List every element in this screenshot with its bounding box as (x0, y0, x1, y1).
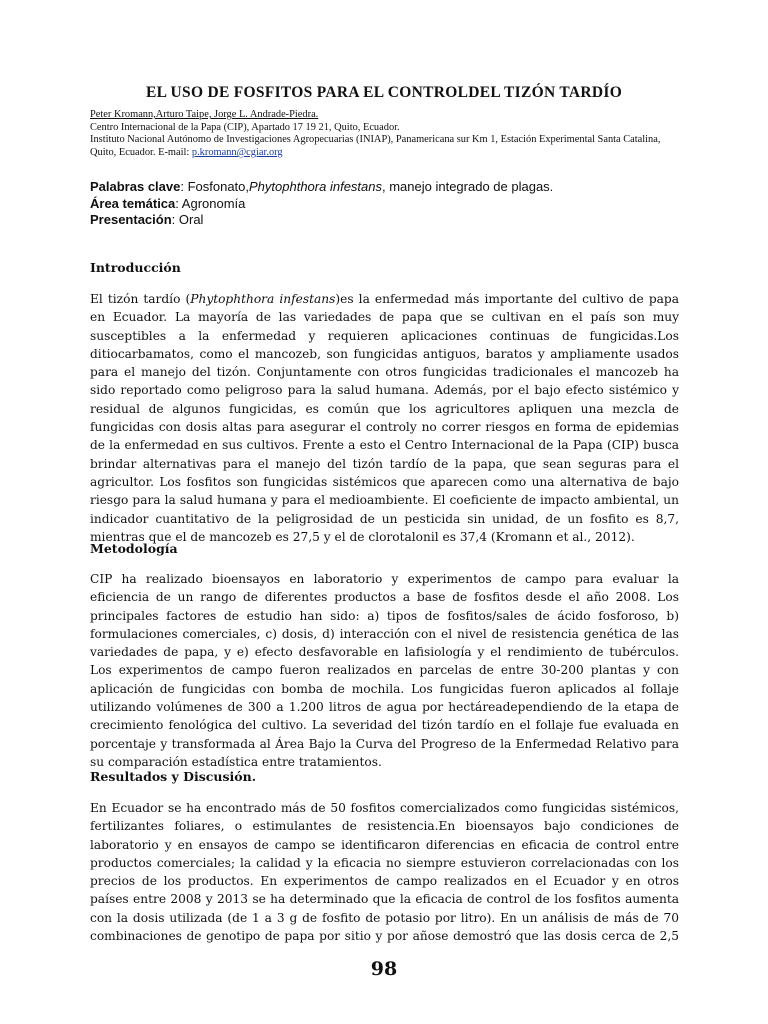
text-line: crecimiento fenológica del cultivo. La severidad del tizón tardío en el follaje fue evaluada en (90, 718, 679, 733)
text-line: mientras que el de mancozeb es 27,5 y el de clorotalonil es 37,4 (Kromann et al., 2012). (90, 529, 635, 544)
text-line: Los experimentos de campo fueron realizados en parcelas de entre 30-200 plantas y con (90, 663, 679, 678)
italic-text: Phytophthora infestans (190, 292, 336, 306)
results-heading: Resultados y Discusión. (90, 769, 257, 784)
thematic-area-line (90, 196, 690, 213)
text-line: principales factores de estudio han sido: a) tipos de fosfitos/sales de ácido fosforoso, b) (90, 608, 679, 623)
methodology-heading: Metodología (90, 541, 178, 556)
keywords-line (90, 179, 690, 196)
text-line (90, 290, 679, 308)
affiliation-location: Quito, Ecuador. E-mail: (90, 147, 192, 159)
presentation-label: Presentación (90, 212, 172, 227)
text-line: utilizando volúmenes de 300 a 1.200 litros de agua por hectáreadependiendo de la etapa de (90, 700, 679, 715)
text-line: sido reportado como peligroso para la salud humana. Además, por el bajo efecto sistémico y (90, 383, 679, 398)
text-line: su comparación estadística entre tratamientos. (90, 754, 382, 769)
text-line: combinaciones de genotipo de papa por sitio y por añose demostró que las dosis cerca de 2,5 (90, 929, 679, 944)
affiliation-iniap: Instituto Nacional Autónomo de Investigaciones Agropecuarias (INIAP), Panamericana sur Km 1, Estación Experimental Santa Catalina, (90, 134, 661, 146)
text-line: indicador cuantitativo de la peligrosidad de un pesticida sin unidad, de un fosfito es 8,7, (90, 511, 679, 526)
text-line: ditiocarbamatos, como el mancozeb, son fungicidas antiguos, baratos y ampliamente usados (90, 346, 679, 361)
thematic-area-value: : Agronomía (175, 195, 246, 211)
keywords-block (90, 179, 690, 229)
text-line: CIP ha realizado bioensayos en laboratorio y experimentos de campo para evaluar la (90, 572, 679, 586)
results-paragraph (90, 799, 679, 945)
text-line: de la enfermedad en sus cultivos. Frente a esto el Centro Internacional de la Papa (CIP) busca (90, 438, 679, 453)
text-line: países entre 2008 y 2013 se ha determinado que la eficacia de control de los fosfitos aumenta (90, 892, 679, 907)
text-line: En Ecuador se ha encontrado más de 50 fosfitos comercializados como fungicidas sistémicos, (90, 801, 679, 815)
text-line: fertilizantes foliares, o estimulantes de resistencia.En bioensayos bajo condiciones de (90, 819, 679, 834)
text-line: eficiencia de un rango de diferentes productos a base de fosfitos desde el año 2008. Los (90, 590, 679, 605)
text-line: fungicidas con dosis altas para asegurar el controly no correr riesgos en forma de epidemias (90, 420, 679, 435)
text-fragment: )es la enfermedad más importante del cultivo de papa (335, 292, 679, 306)
text-line: laboratorio y en ensayos de campo se identificaron diferencias en eficacia de control entre (90, 837, 679, 852)
text-line: porcentaje y transformada al Área Bajo la Curva del Progreso de la Enfermedad Relativo para (90, 736, 679, 751)
introduction-heading: Introducción (90, 260, 181, 275)
text-line: variedades de papa, y e) efecto desfavorable en lafisiología y el rendimiento de tubérculos. (90, 645, 679, 660)
presentation-line (90, 212, 690, 229)
author-names: Peter Kromann,Arturo Taipe, Jorge L. Andrade-Piedra. (90, 109, 319, 120)
email-link[interactable]: p.kromann@cgiar.org (191, 147, 283, 159)
methodology-paragraph (90, 570, 679, 771)
presentation-value: : Oral (171, 212, 204, 227)
paper-title: EL USO DE FOSFITOS PARA EL CONTROLDEL TIZÓN TARDÍO (145, 84, 623, 101)
text-line: residual de algunos fungicidas, es común que los agricultores apliquen una mezcla de (90, 401, 679, 416)
keywords-value-suffix: , manejo integrado de plagas. (382, 179, 554, 194)
keywords-label: Palabras clave (90, 179, 181, 194)
thematic-area-label: Área temática (90, 195, 176, 211)
author-block (90, 109, 690, 160)
affiliation-cip: Centro Internacional de la Papa (CIP), Apartado 17 19 21, Quito, Ecuador. (90, 121, 400, 133)
text-line: con la dosis utilizada (de 1 a 3 g de fosfito de potasio por litro). En un análisis de más de 70 (90, 910, 679, 925)
text-line: precios de los productos. En experimentos de campo realizados en el Ecuador y en otros (90, 874, 679, 889)
text-line: brindar alternativas para el manejo del tizón tardío de la papa, que sean seguras para el (90, 456, 679, 471)
introduction-paragraph (90, 290, 679, 546)
text-line: formulaciones comerciales, c) dosis, d) interacción con el nivel de resistencia genética de las (90, 626, 679, 641)
keywords-value-italic: Phytophthora infestans (249, 179, 382, 194)
text-line: productos comerciales; la calidad y la eficacia no siempre estuvieron correlacionadas con los (90, 855, 679, 870)
text-line: agricultor. Los fosfitos son fungicidas sistémicos que aparecen como una alternativa de bajo (90, 474, 679, 489)
text-line: en Ecuador. La mayoría de las variedades de papa que se cultivan en el país son muy (90, 310, 679, 325)
text-fragment: El tizón tardío ( (90, 292, 191, 306)
text-line: aplicación de fungicidas con bomba de mochila. Los fungicidas fueron aplicados al follaje (90, 681, 679, 696)
text-line: para el manejo del tizón. Conjuntamente con otros fungicidas tradicionales el mancozeb ha (90, 365, 679, 380)
page-number: 98 (370, 958, 398, 980)
keywords-value-prefix: : Fosfonato, (180, 179, 250, 194)
text-line: susceptibles a la enfermedad y requieren aplicaciones continuas de fungicidas.Los (90, 328, 679, 343)
text-line: riesgo para la salud humana y para el medioambiente. El coeficiente de impacto ambiental, un (90, 493, 679, 508)
